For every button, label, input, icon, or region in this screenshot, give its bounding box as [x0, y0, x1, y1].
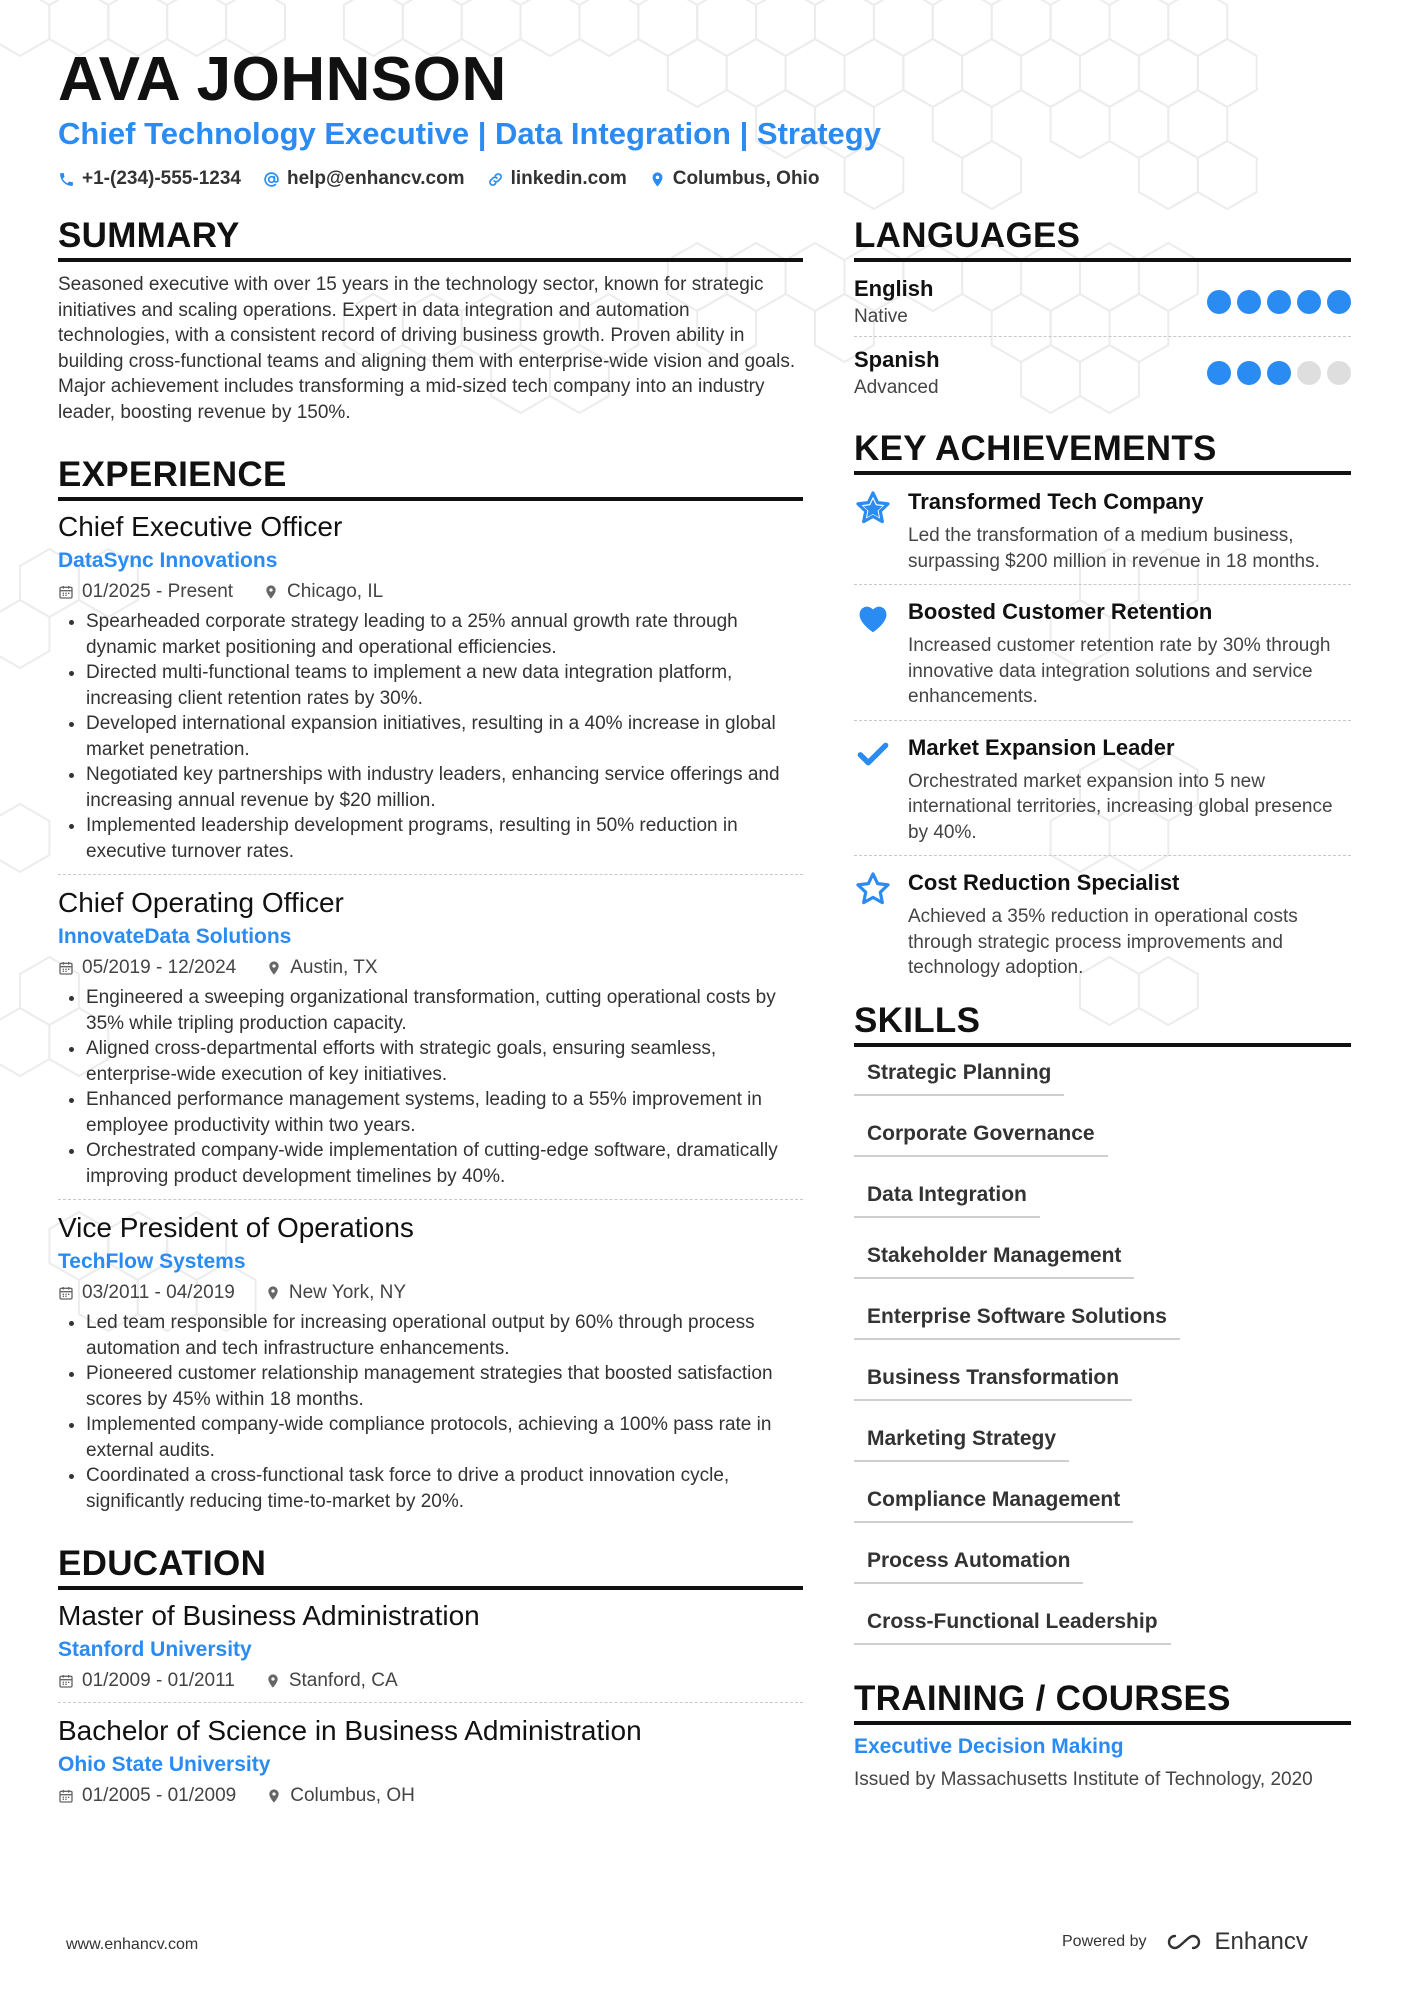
job-entry [58, 1212, 803, 1524]
school-name: Stanford University [58, 1638, 252, 1661]
calendar-icon [58, 1285, 74, 1301]
summary-text: Seasoned executive with over 15 years in the technology sector, known for strategic initiatives and scaling operations. Expert in data integration and automation technologies, with a consistent record of driving business growth. Proven ability in building cross-functional teams and aligning them with enterprise-wide vision and goals. Major achievement includes transforming a mid-sized tech company into an industry leader, boosting revenue by 150%. [58, 274, 796, 423]
location-pin-icon [263, 584, 279, 600]
language-rating [1207, 290, 1351, 314]
bullet-item: • Engineered a sweeping organizational transformation, cutting operational costs by 35% while tripling production capacity. [86, 985, 803, 1036]
footer-brand[interactable] [1062, 1928, 1308, 1956]
training-section [854, 1679, 1351, 1792]
languages-section [854, 216, 1351, 407]
at-icon [263, 171, 280, 188]
language-entry [854, 343, 1351, 407]
skill-tag: Data Integration [854, 1179, 1040, 1218]
job-title: Vice President of Operations [58, 1212, 414, 1243]
bullet-item: • Enhanced performance management systems, leading to a 55% improvement in employee productivity within two years. [86, 1087, 803, 1138]
achievement-desc: Achieved a 35% reduction in operational costs through strategic process improvements and technology adoption. [908, 906, 1298, 978]
location-pin-icon [265, 1285, 281, 1301]
star-filled-icon [854, 489, 892, 527]
achievements-heading: KEY ACHIEVEMENTS [854, 429, 1351, 475]
job-meta [58, 581, 803, 603]
job-bullets [58, 1310, 803, 1514]
bullet-item: • Implemented company-wide compliance protocols, achieving a 100% pass rate in external audits. [86, 1412, 803, 1463]
languages-heading: LANGUAGES [854, 216, 1351, 262]
job-dates: 05/2019 - 12/2024 [82, 957, 237, 978]
experience-heading: EXPERIENCE [58, 455, 803, 501]
skills-heading: SKILLS [854, 1001, 1351, 1047]
language-name: Spanish [854, 347, 940, 372]
rating-dot-filled [1327, 290, 1351, 314]
job-bullets [58, 609, 803, 864]
job-dates: 03/2011 - 04/2019 [82, 1282, 235, 1303]
phone-icon [58, 171, 75, 188]
location-pin-icon [265, 1673, 281, 1689]
company-name: DataSync Innovations [58, 549, 278, 572]
rating-dot-empty [1297, 361, 1321, 385]
bullet-item: • Led team responsible for increasing operational output by 60% through process automation and tech infrastructure enhancements. [86, 1310, 803, 1361]
enhancv-logo-icon [1161, 1930, 1207, 1954]
job-title: Chief Operating Officer [58, 887, 344, 918]
skills-section [854, 1001, 1351, 1645]
contact-email[interactable] [263, 168, 465, 190]
language-level: Advanced [854, 377, 939, 398]
calendar-icon [58, 960, 74, 976]
summary-heading: SUMMARY [58, 216, 803, 262]
skill-tag: Business Transformation [854, 1362, 1132, 1401]
skill-tag: Marketing Strategy [854, 1423, 1069, 1462]
job-location: Chicago, IL [287, 581, 384, 602]
location-text: Columbus, Ohio [672, 168, 820, 189]
achievement-title: Cost Reduction Specialist [908, 870, 1180, 895]
bullet-item: • Implemented leadership development programs, resulting in 50% reduction in executive turnover rates. [86, 813, 803, 864]
rating-dot-filled [1297, 290, 1321, 314]
rating-dot-filled [1267, 361, 1291, 385]
calendar-icon [58, 1788, 74, 1804]
bullet-item: • Orchestrated company-wide implementation of cutting-edge software, dramatically improving product development timelines by 40%. [86, 1138, 803, 1189]
candidate-name: AVA JOHNSON [58, 45, 507, 114]
candidate-title: Chief Technology Executive | Data Integration | Strategy [58, 116, 881, 151]
brand-logo [1161, 1928, 1308, 1956]
achievement-desc: Orchestrated market expansion into 5 new international territories, increasing global presence by 40%. [908, 770, 1333, 843]
location-pin-icon [266, 960, 282, 976]
language-name: English [854, 276, 934, 301]
job-bullets [58, 985, 803, 1189]
bullet-item: • Negotiated key partnerships with industry leaders, enhancing service offerings and increasing annual revenue by $20 million. [86, 762, 803, 813]
right-column [854, 216, 1351, 1792]
education-meta [58, 1785, 803, 1807]
course-title: Executive Decision Making [854, 1734, 1124, 1758]
rating-dot-filled [1267, 290, 1291, 314]
job-title: Chief Executive Officer [58, 511, 343, 542]
rating-dot-filled [1237, 361, 1261, 385]
job-entry [58, 887, 803, 1200]
contact-bar [58, 168, 819, 190]
rating-dot-filled [1237, 290, 1261, 314]
skill-tag: Compliance Management [854, 1484, 1133, 1523]
link-icon [487, 171, 504, 188]
skill-tag: Strategic Planning [854, 1057, 1064, 1096]
skill-tag: Stakeholder Management [854, 1240, 1134, 1279]
contact-linkedin[interactable] [487, 168, 627, 190]
job-meta [58, 957, 803, 979]
contact-location [649, 168, 820, 190]
summary-section [58, 216, 803, 425]
calendar-icon [58, 1673, 74, 1689]
achievement-desc: Increased customer retention rate by 30% through innovative data integration solutions and service enhancements. [908, 635, 1331, 707]
language-level: Native [854, 306, 908, 327]
achievement-title: Market Expansion Leader [908, 734, 1175, 760]
education-dates: 01/2005 - 01/2009 [82, 1785, 237, 1806]
achievement-desc: Led the transformation of a medium business, surpassing $200 million in revenue in 18 months. [908, 525, 1320, 572]
job-location: Austin, TX [290, 957, 378, 978]
achievement-entry [854, 595, 1351, 721]
brand-name: Enhancv [1214, 1928, 1308, 1955]
heart-icon [854, 599, 892, 637]
education-section [58, 1544, 803, 1817]
job-location: New York, NY [288, 1282, 407, 1303]
degree-title: Bachelor of Science in Business Administration [58, 1715, 642, 1746]
rating-dot-filled [1207, 290, 1231, 314]
skill-tag: Process Automation [854, 1545, 1083, 1584]
achievements-section [854, 429, 1351, 991]
bullet-item: • Aligned cross-departmental efforts with strategic goals, ensuring seamless, enterprise-wide execution of key initiatives. [86, 1036, 803, 1087]
rating-dot-filled [1207, 361, 1231, 385]
powered-by-label: Powered by [1062, 1933, 1147, 1950]
bullet-item: • Pioneered customer relationship management strategies that boosted satisfaction scores by 45% within 18 months. [86, 1361, 803, 1412]
training-heading: TRAINING / COURSES [854, 1679, 1351, 1725]
location-pin-icon [266, 1788, 282, 1804]
education-dates: 01/2009 - 01/2011 [82, 1670, 235, 1691]
school-name: Ohio State University [58, 1753, 271, 1776]
language-entry [854, 272, 1351, 337]
job-entry [58, 511, 803, 875]
bullet-item: • Coordinated a cross-functional task force to drive a product innovation cycle, significantly reducing time-to-market by 20%. [86, 1463, 803, 1514]
bullet-item: • Spearheaded corporate strategy leading to a 25% annual growth rate through dynamic market positioning and operational efficiencies. [86, 609, 803, 660]
location-pin-icon [649, 171, 666, 188]
email-text: help@enhancv.com [286, 168, 465, 189]
achievement-entry [854, 731, 1351, 857]
footer-website[interactable]: www.enhancv.com [66, 1936, 199, 1953]
left-column [58, 216, 803, 1829]
bullet-item: • Directed multi-functional teams to implement a new data integration platform, increasing client retention rates by 30%. [86, 660, 803, 711]
skills-list [854, 1057, 1351, 1645]
skill-tag: Cross-Functional Leadership [854, 1606, 1171, 1645]
star-outline-icon [854, 870, 892, 908]
achievement-title: Boosted Customer Retention [908, 599, 1213, 624]
education-heading: EDUCATION [58, 1544, 803, 1590]
linkedin-text: linkedin.com [510, 168, 627, 189]
education-entry [58, 1715, 803, 1817]
language-rating [1207, 361, 1351, 385]
education-meta [58, 1670, 803, 1692]
education-location: Stanford, CA [288, 1670, 398, 1691]
education-entry [58, 1600, 803, 1703]
bullet-item: • Developed international expansion initiatives, resulting in a 40% increase in global market penetration. [86, 711, 803, 762]
rating-dot-empty [1327, 361, 1351, 385]
company-name: InnovateData Solutions [58, 925, 292, 948]
education-location: Columbus, OH [290, 1785, 415, 1806]
course-desc: Issued by Massachusetts Institute of Technology, 2020 [854, 1768, 1313, 1790]
company-name: TechFlow Systems [58, 1250, 246, 1273]
skill-tag: Enterprise Software Solutions [854, 1301, 1180, 1340]
contact-phone[interactable] [58, 168, 241, 190]
experience-section [58, 455, 803, 1524]
check-icon [854, 735, 892, 773]
achievement-entry [854, 485, 1351, 585]
job-meta [58, 1282, 803, 1304]
calendar-icon [58, 584, 74, 600]
skill-tag: Corporate Governance [854, 1118, 1108, 1157]
achievement-entry [854, 866, 1351, 991]
job-dates: 01/2025 - Present [82, 581, 234, 602]
phone-text: +1-(234)-555-1234 [82, 168, 241, 189]
achievement-title: Transformed Tech Company [908, 489, 1204, 514]
degree-title: Master of Business Administration [58, 1600, 480, 1631]
